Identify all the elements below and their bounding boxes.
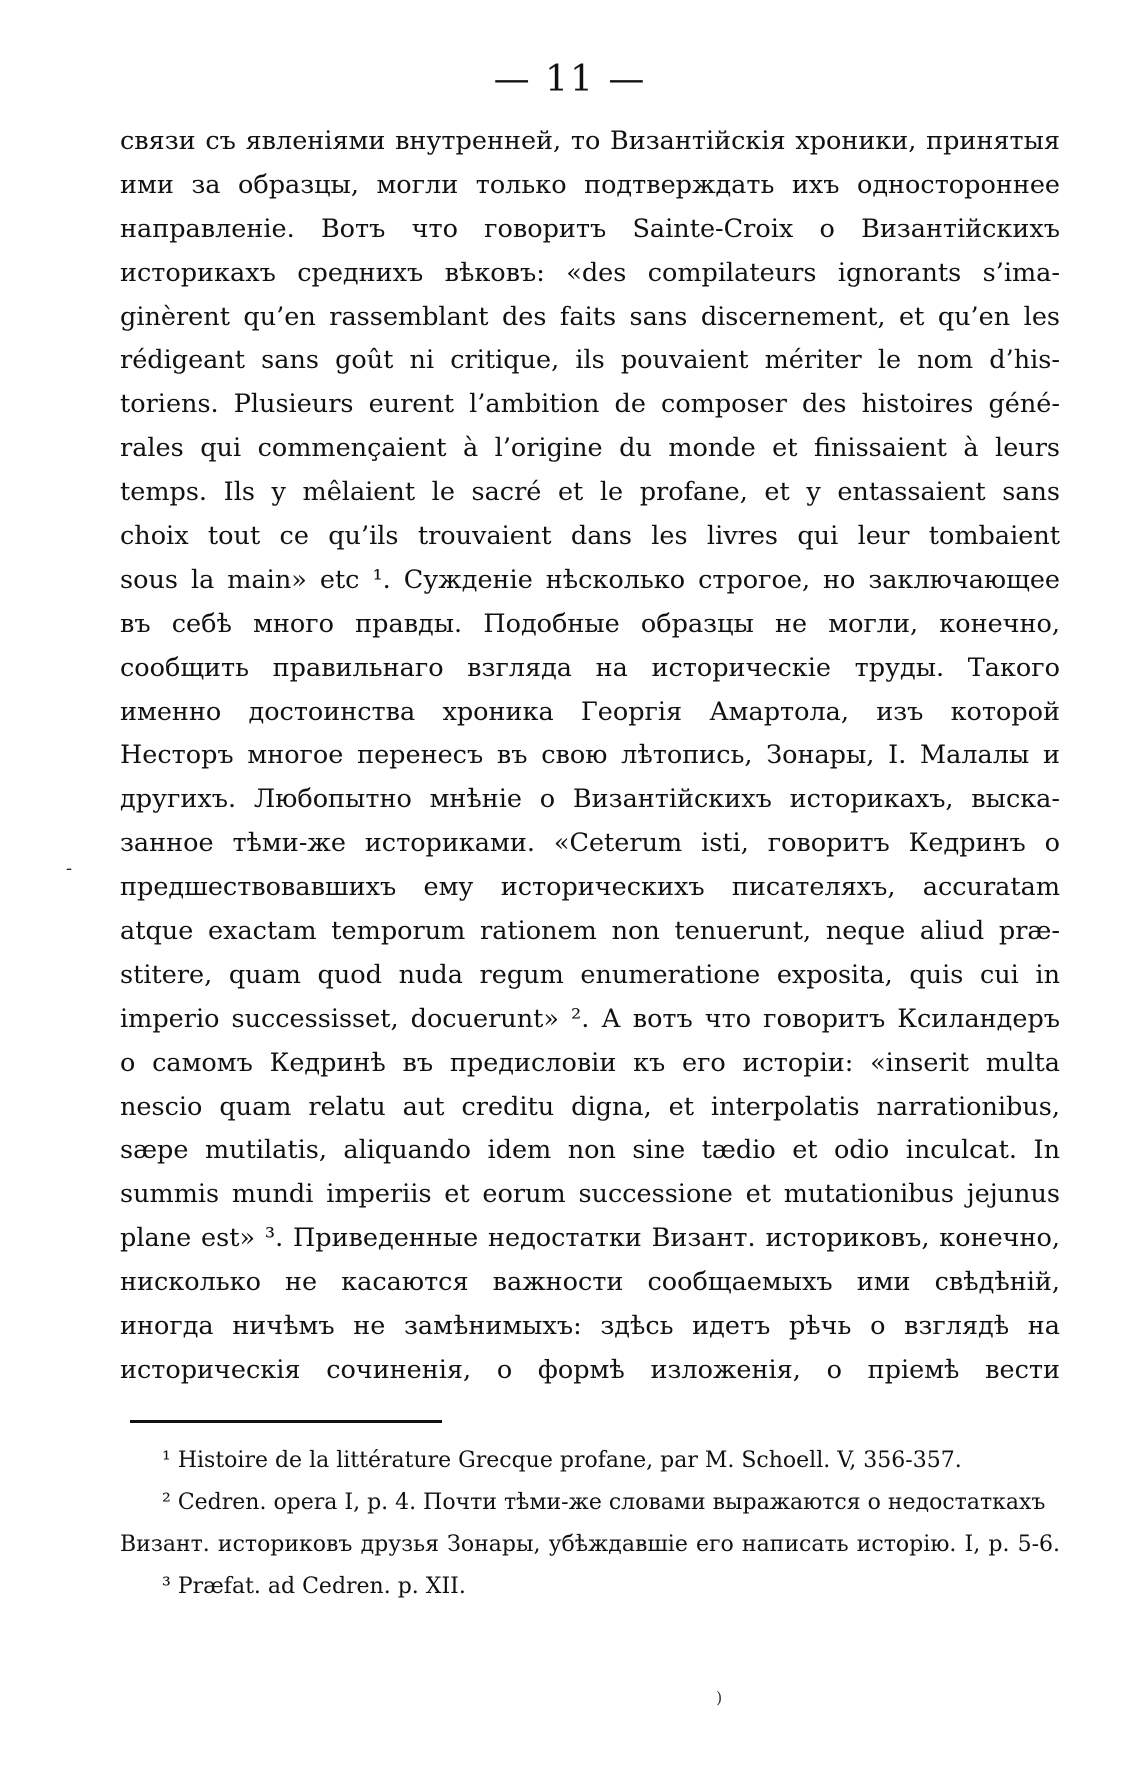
footnote-2: ² Cedren. opera I, p. 4. Почти тѣми-же словами выражаются о недостаткахъ	[162, 1490, 1046, 1515]
text-line: въ себѣ много правды. Подобные образцы не могли, конечно,	[120, 608, 1060, 639]
stray-mark: )	[716, 1688, 723, 1707]
text-line: историческія сочиненія, о формѣ изложенія, о пріемѣ вести	[120, 1354, 1060, 1385]
text-line: ими за образцы, могли только подтверждать ихъ одностороннее	[120, 169, 1060, 200]
text-line: иногда ничѣмъ не замѣнимыхъ: здѣсь идетъ рѣчь о взглядѣ на	[120, 1311, 1060, 1342]
footnote-divider	[130, 1420, 442, 1423]
text-line: sæpe mutilatis, aliquando idem non sine tædio et odio inculcat. In	[120, 1135, 1060, 1166]
text-line: summis mundi imperiis et eorum successione et mutationibus jejunus	[120, 1179, 1060, 1210]
footnotes	[120, 1440, 1060, 1608]
text-line: choix tout ce qu’ils trouvaient dans les livres qui leur tombaient	[120, 521, 1060, 552]
text-line: предшествовавшихъ ему историческихъ писателяхъ, accuratam	[120, 872, 1060, 903]
body-text	[120, 120, 1060, 1393]
text-line: именно достоинства хроника Георгія Амартола, изъ которой	[120, 696, 1060, 727]
text-line: toriens. Plusieurs eurent l’ambition de composer des histoires géné-	[120, 389, 1060, 420]
text-line: сообщить правильнаго взгляда на историческіе труды. Такого	[120, 652, 1060, 683]
footnote-3: ³ Præfat. ad Cedren. p. XII.	[162, 1574, 466, 1599]
text-line: rales qui commençaient à l’origine du monde et finissaient à leurs	[120, 433, 1060, 464]
text-line: temps. Ils y mêlaient le sacré et le profane, et y entassaient sans	[120, 477, 1060, 508]
text-line: sous la main» etc ¹. Сужденіе нѣсколько строгое, но заключающее	[120, 564, 1060, 595]
text-line: imperio successisset, docuerunt» ². А вотъ что говоритъ Ксиландеръ	[120, 1003, 1060, 1034]
footnote-2-continuation: Визант. историковъ друзья Зонары, убѣждавшіе его написать исторію. I, p. 5-6.	[120, 1532, 1060, 1557]
page-number: — 11 —	[493, 59, 647, 100]
margin-mark: -	[66, 858, 73, 879]
text-line: nescio quam relatu aut creditu digna, et interpolatis narrationibus,	[120, 1091, 1060, 1122]
text-line: историкахъ среднихъ вѣковъ: «des compilateurs ignorants s’ima-	[120, 257, 1060, 288]
text-line: направленіе. Вотъ что говоритъ Sainte-Croix о Византійскихъ	[120, 213, 1060, 244]
footnote-1: ¹ Histoire de la littérature Grecque profane, par M. Schoell. V, 356-357.	[162, 1448, 962, 1473]
text-line: связи съ явленіями внутренней, то Византійскія хроники, принятыя	[120, 126, 1060, 156]
text-line: rédigeant sans goût ni critique, ils pouvaient mériter le nom d’his-	[120, 345, 1060, 376]
text-line: занное тѣми-же историками. «Ceterum isti, говоритъ Кедринъ о	[120, 828, 1060, 859]
text-line: Несторъ многое перенесъ въ свою лѣтопись, Зонары, І. Малалы и	[120, 740, 1060, 771]
text-line: нисколько не касаются важности сообщаемыхъ ими свѣдѣній,	[120, 1267, 1060, 1298]
text-line: другихъ. Любопытно мнѣніе о Византійскихъ историкахъ, выска-	[120, 784, 1060, 815]
text-line: о самомъ Кедринѣ въ предисловіи къ его исторіи: «inserit multa	[120, 1047, 1060, 1078]
text-line: ginèrent qu’en rassemblant des faits sans discernement, et qu’en les	[120, 301, 1060, 332]
text-line: atque exactam temporum rationem non tenuerunt, neque aliud præ-	[120, 916, 1060, 947]
text-line: plane est» ³. Приведенные недостатки Визант. историковъ, конечно,	[120, 1223, 1060, 1254]
text-line: stitere, quam quod nuda regum enumeratione exposita, quis cui in	[120, 959, 1060, 990]
